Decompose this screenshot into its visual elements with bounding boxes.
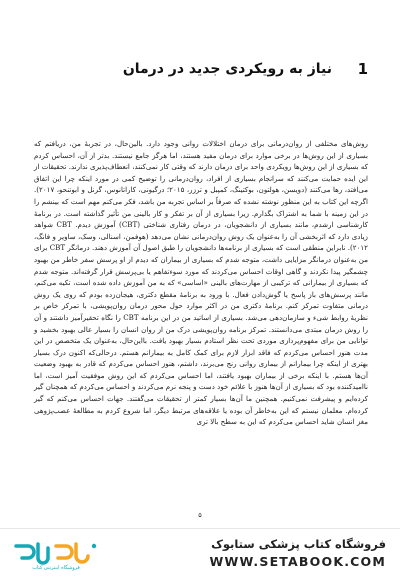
- paragraph: روش‌های مختلفی از روان‌درمانی برای درمان اختلالات روانی وجود دارد. بالین‌حال، در تجربهٔ من، دریافتم که بسیاری از این روش‌ها در برخی موارد برای درمان مفید هستند، اما هرگز جامع نیستند. بدتر از آن، احساس کردم که بسیاری از این روش‌ها رویکردی واحد برای درمان دارند که وقتی کار نمی‌کنند، انعطاف‌پذیری ندارند. تحقیقات از این ایده حمایت می‌کنند که سرانجام بسیاری از افراد، روان‌درمانی را توضیح کمی در مورد اینکه چرا این اتفاق می‌افتد، رها می‌کنند (دویسن، هولتون، بوکتینگ، کمپبل و ترزر، ۲۰۱۵؛ درگیونی، کاراتانوس، گرنل و ابوتنحو، ۲۰۱۷). اگرچه این کتاب به این منظور نوشته نشده که صرفاً بر اساس تجربه من باشد، فکر می‌کنم مهم است که بینشم را در این زمینه با شما به اشتراک بگذارم. زیرا بسیاری از آن بر تفکر و کار بالینی من تأثیر گذاشته است. در برنامهٔ کارشناسی ارشدم، مانند بسیاری از دانشجویان، در درمان رفتاری شناختی (CBT) آموزش دیدم. CBT شواهد زیادی دارد که اثربخشی آن را به‌عنوان یک روش روان‌درمانی نشان می‌دهد (هوفمن، اسنالی، وسک، ساویر و فانگ، ۲۰۱۲). نابراین منطقی است که بسیاری از برنامه‌ها دانشجویان را طبق اصول آن آموزش دهند. درمانگر CBT برای من به‌عنوان درمانگر مزایایی داشت، متوجه شدم که بسیاری از بیماران که دیدم از او پرسش سفر خاطر من بهبود چشمگیر پیدا نکردند و گاهی اوقات احساس می‌کردند که مورد سوءتفاهم یا بی‌پرسش قرار گرفته‌اند. متوجه شدم که بسیاری از بیمارانی که ترکیبی از مهارت‌های بالینی «اساسی» که به من آموزش داده شده است، تکیه می‌کنم، مانند پرسش‌های باز پاسخ یا گوش‌دادن فعال. با ورود به برنامهٔ مقطع دکتری، هیجان‌زده بودم که روی یک روش درمانی متفاوت تمرکز کنم. برنامهٔ دکتری من در اکثر موارد حول محور درمان روان‌پویشی، با تمرکز خاص بر نظریهٔ روابط شیء و سازمان‌دهی می‌شد. بسیاری از اساتید من در این برنامه CBT را نگاه تحقیرآمیز داشتند و آن را روش درمان مبتدی می‌دانستند. تمرکز برنامه روان‌پویشی درک من از روان انسان را بسیار عالی بهبود بخشید و توانایی من برای مفهوم‌پردازی موردی تحت نظر استادم بسیار بهبود یافت. بااین‌حال، به‌عنوان یک متخصص در این مدت هنوز احساس می‌کردم که فاقد ابزار لازم برای کمک کامل به بیمارانم هستم. درحالی‌که اکنون درک بسیار بهتری از اینکه چرا بیمارانم از بیماری روانی رنج می‌برند، داشتم، هنوز احساس می‌کردم که قادر به بهبود وضعیت آن‌ها هستم. با اینکه برخی از بیماران بهبود یافتند، اما احساس می‌کردم که این روش موفقیت آمیز است، اما ناامیدکننده بود که بسیاری از آن‌ها هنوز با علائم خود دست و پنجه نرم می‌کردند و احساس می‌کردم که همچنان گیر کرده‌ایم و پیشرفت نمی‌کنیم. همچنین ما آن‌ها بسیار کمتر از تحقیقات می‌گفتند. جهات احساس می‌کنم که گیر کرده‌ام. معلمان نیستم که این به‌خاطر آن بوده یا علاقه‌های مرتبط دیگر، اما شروع کردم به مطالعهٔ عصب‌پژوهی مغز انسان شاید احساس می‌کردم که این به سطح بالا تری: [34, 139, 368, 427]
- chapter-title: نیاز به رویکردی جدید در درمان: [122, 61, 332, 77]
- logo-subtext: فروشگاه اینترنتی کتاب: [32, 565, 80, 571]
- body-text: [34, 138, 368, 428]
- chapter-number: 1: [357, 60, 368, 78]
- footer-url-link[interactable]: WWW.SETABOOK.COM: [209, 554, 386, 569]
- footer-text: [209, 537, 386, 569]
- page-number: ۵: [198, 511, 202, 519]
- footer-banner: [0, 528, 400, 577]
- setabook-logo[interactable]: [10, 536, 102, 572]
- footer-store-title: فروشگاه کتاب پزشکی ستابوک: [211, 537, 386, 551]
